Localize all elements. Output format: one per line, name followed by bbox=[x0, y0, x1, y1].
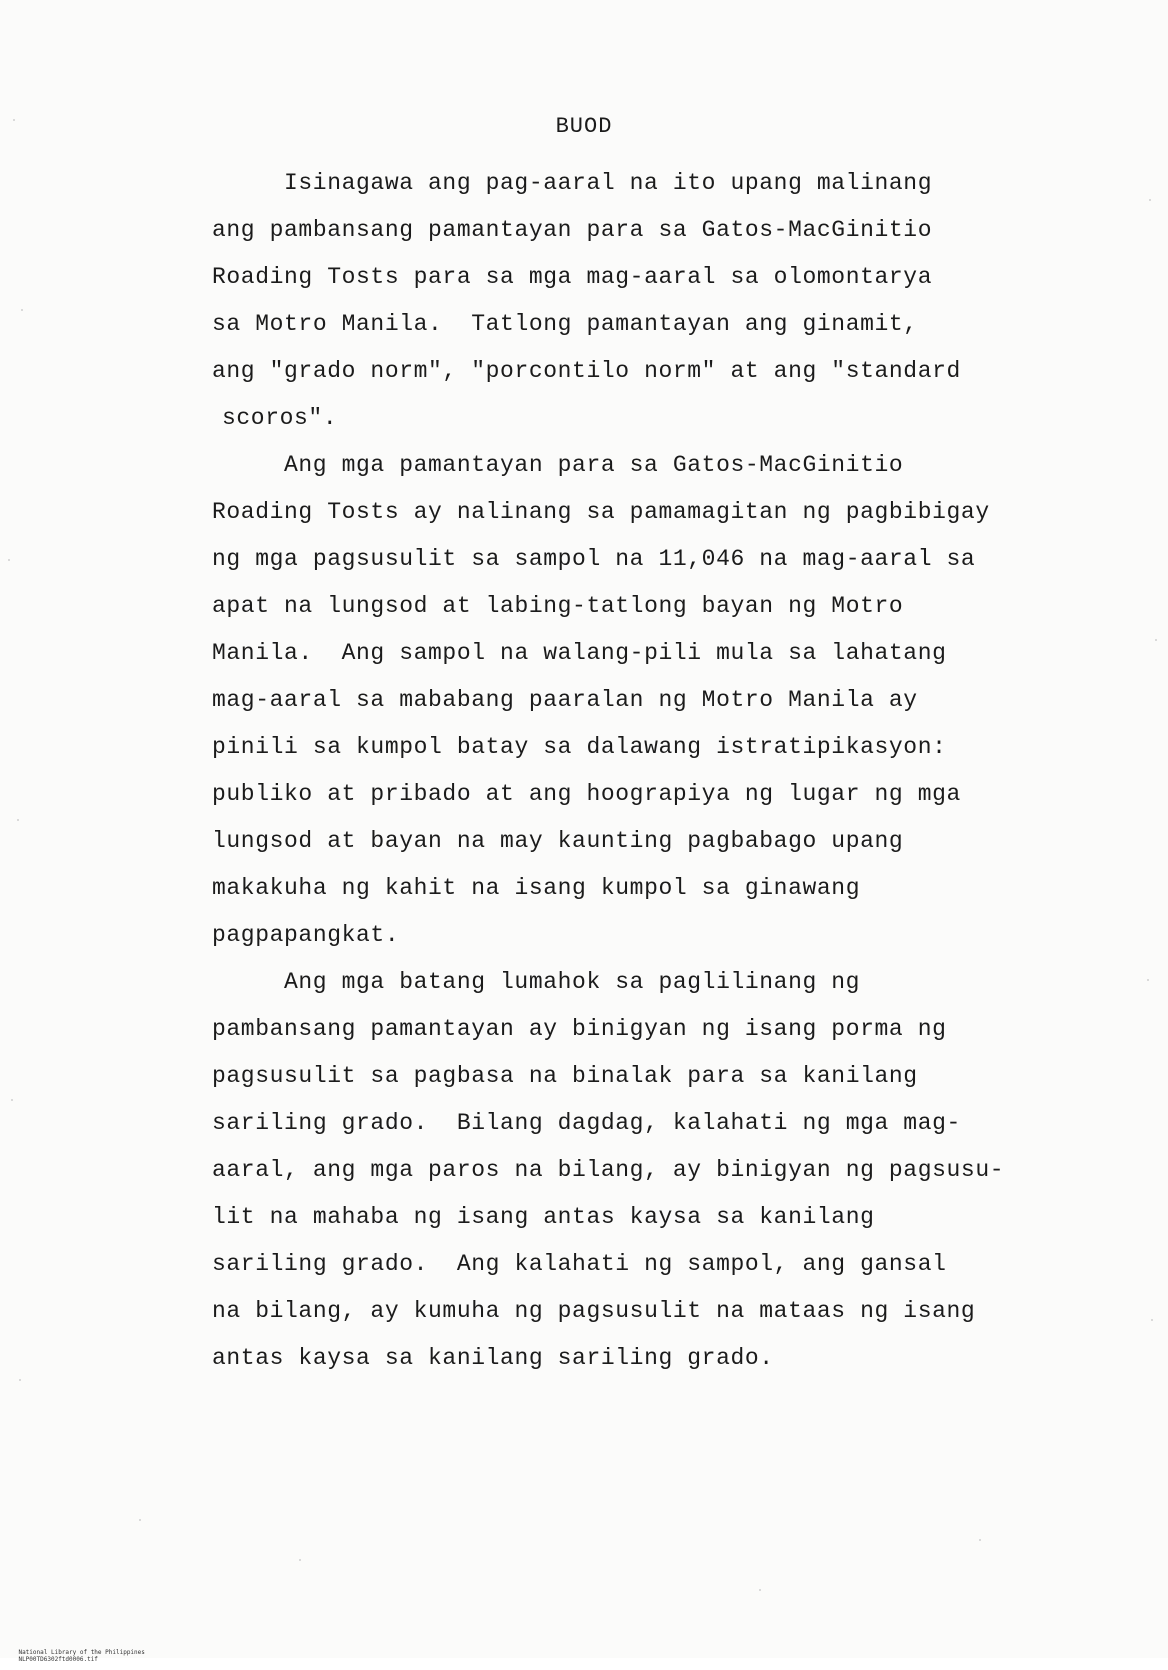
paragraph-1 bbox=[212, 160, 1012, 442]
text-line: Ang mga pamantayan para sa Gatos-MacGinitio bbox=[284, 452, 904, 478]
text-line: Isinagawa ang pag-aaral na ito upang malinang bbox=[284, 170, 933, 196]
text-line: Manila. Ang sampol na walang-pili mula sa lahatang bbox=[212, 640, 947, 666]
text-line: pagsusulit sa pagbasa na binalak para sa kanilang bbox=[212, 1063, 918, 1089]
text-line: pambansang pamantayan ay binigyan ng isang porma ng bbox=[212, 1016, 947, 1042]
text-line: ang "grado norm", "porcontilo norm" at ang "standard bbox=[212, 358, 961, 384]
text-line: lungsod at bayan na may kaunting pagbabago upang bbox=[212, 828, 904, 854]
text-line: apat na lungsod at labing-tatlong bayan ng Motro bbox=[212, 593, 904, 619]
text-line: sariling grado. Ang kalahati ng sampol, ang gansal bbox=[212, 1251, 947, 1277]
text-line: lit na mahaba ng isang antas kaysa sa kanilang bbox=[212, 1204, 875, 1230]
text-line: aaral, ang mga paros na bilang, ay binigyan ng pagsusu- bbox=[212, 1157, 1005, 1183]
text-line: pinili sa kumpol batay sa dalawang istratipikasyon: bbox=[212, 734, 947, 760]
text-line: sariling grado. Bilang dagdag, kalahati ng mga mag- bbox=[212, 1110, 961, 1136]
text-line: pagpapangkat. bbox=[212, 922, 400, 948]
text-line: antas kaysa sa kanilang sariling grado. bbox=[212, 1345, 774, 1371]
scan-footer bbox=[4, 1642, 161, 1670]
page-title: BUOD bbox=[555, 114, 613, 139]
text-line: na bilang, ay kumuha ng pagsusulit na mataas ng isang bbox=[212, 1298, 976, 1324]
text-line: ang pambansang pamantayan para sa Gatos-MacGinitio bbox=[212, 217, 933, 243]
document-body bbox=[212, 160, 1012, 1382]
text-line: Roading Tosts para sa mga mag-aaral sa olomontarya bbox=[212, 264, 933, 290]
text-line: scoros". bbox=[222, 405, 338, 431]
paragraph-2 bbox=[212, 442, 1012, 959]
text-line: sa Motro Manila. Tatlong pamantayan ang ginamit, bbox=[212, 311, 918, 337]
library-credit: National Library of the Philippines bbox=[18, 1649, 145, 1656]
text-line: mag-aaral sa mababang paaralan ng Motro Manila ay bbox=[212, 687, 918, 713]
text-line: publiko at pribado at ang hoograpiya ng lugar ng mga bbox=[212, 781, 961, 807]
text-line: ng mga pagsusulit sa sampol na 11,046 na mag-aaral sa bbox=[212, 546, 976, 572]
file-name: NLP00TD6302ftd0006.tif bbox=[18, 1656, 98, 1663]
text-line: Ang mga batang lumahok sa paglilinang ng bbox=[284, 969, 861, 995]
text-line: makakuha ng kahit na isang kumpol sa ginawang bbox=[212, 875, 861, 901]
paragraph-3 bbox=[212, 959, 1012, 1382]
text-line: Roading Tosts ay nalinang sa pamamagitan ng pagbibigay bbox=[212, 499, 990, 525]
